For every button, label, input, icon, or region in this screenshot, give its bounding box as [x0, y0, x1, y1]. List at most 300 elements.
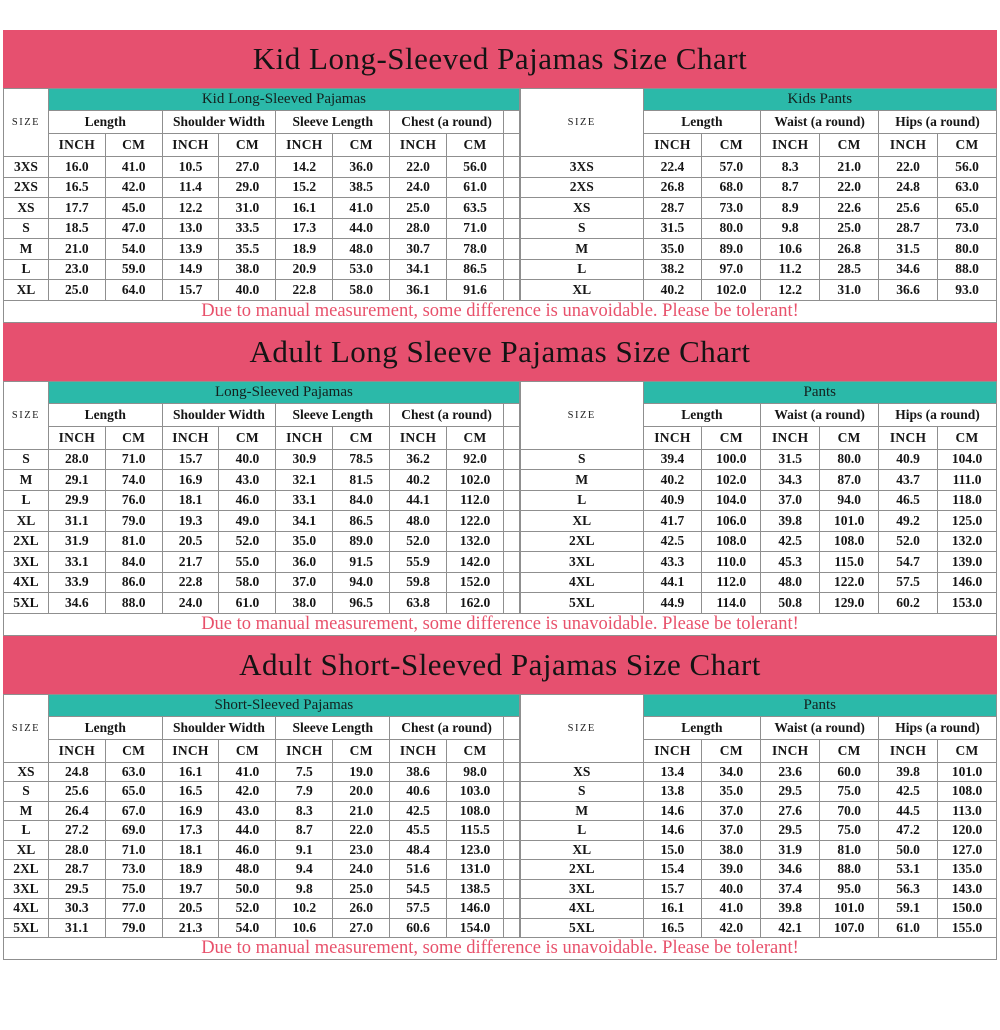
value-cell: 63.0	[938, 177, 997, 198]
value-cell: 93.0	[938, 280, 997, 301]
value-cell: 27.6	[761, 801, 820, 821]
size-cell: S	[4, 449, 49, 470]
unit-header-inch: INCH	[643, 739, 702, 762]
value-cell: 56.3	[879, 879, 938, 899]
value-cell: 73.0	[938, 218, 997, 239]
value-cell: 40.9	[643, 490, 702, 511]
value-cell: 13.9	[162, 239, 219, 260]
value-cell: 41.0	[219, 762, 276, 782]
value-cell: 146.0	[938, 572, 997, 593]
value-cell: 20.5	[162, 899, 219, 919]
table-row	[4, 470, 520, 491]
value-cell: 12.2	[162, 198, 219, 219]
value-cell: 48.0	[333, 239, 390, 260]
tables-row	[3, 694, 997, 939]
table-row	[520, 259, 996, 280]
size-cell: 4XL	[520, 572, 643, 593]
value-cell: 135.0	[938, 860, 997, 880]
value-cell: 28.7	[48, 860, 105, 880]
table-band-title: Pants	[643, 381, 997, 403]
size-column-header: SIZE	[520, 89, 643, 157]
table-row	[520, 782, 996, 802]
section-banner	[3, 323, 997, 381]
size-cell: XS	[520, 762, 643, 782]
value-cell: 39.8	[761, 899, 820, 919]
value-cell: 55.9	[390, 552, 447, 573]
value-cell: 25.0	[333, 879, 390, 899]
value-cell: 22.8	[276, 280, 333, 301]
value-cell: 46.5	[879, 490, 938, 511]
value-cell: 18.9	[162, 860, 219, 880]
value-cell: 162.0	[447, 593, 504, 614]
group-header: Shoulder Width	[162, 111, 276, 134]
value-cell: 102.0	[702, 470, 761, 491]
empty-cell	[503, 426, 519, 449]
table-row	[520, 821, 996, 841]
empty-cell	[503, 280, 519, 301]
size-cell: 4XL	[520, 899, 643, 919]
value-cell: 14.9	[162, 259, 219, 280]
value-cell: 35.5	[219, 239, 276, 260]
value-cell: 112.0	[702, 572, 761, 593]
value-cell: 98.0	[447, 762, 504, 782]
value-cell: 10.6	[761, 239, 820, 260]
section-banner	[3, 30, 997, 88]
empty-cell	[503, 821, 519, 841]
value-cell: 41.0	[105, 157, 162, 178]
empty-cell	[503, 782, 519, 802]
value-cell: 61.0	[219, 593, 276, 614]
value-cell: 127.0	[938, 840, 997, 860]
section-title: Kid Long-Sleeved Pajamas Size Chart	[252, 41, 748, 76]
value-cell: 88.0	[820, 860, 879, 880]
table-row	[4, 280, 520, 301]
value-cell: 53.0	[333, 259, 390, 280]
value-cell: 44.0	[333, 218, 390, 239]
value-cell: 22.8	[162, 572, 219, 593]
empty-cell	[503, 552, 519, 573]
value-cell: 21.0	[48, 239, 105, 260]
unit-header-inch: INCH	[390, 134, 447, 157]
value-cell: 31.5	[879, 239, 938, 260]
value-cell: 44.0	[219, 821, 276, 841]
value-cell: 108.0	[702, 531, 761, 552]
value-cell: 8.7	[276, 821, 333, 841]
value-cell: 42.5	[761, 531, 820, 552]
value-cell: 22.4	[643, 157, 702, 178]
value-cell: 110.0	[702, 552, 761, 573]
empty-cell	[503, 801, 519, 821]
value-cell: 15.0	[643, 840, 702, 860]
size-cell: L	[4, 490, 49, 511]
empty-cell	[503, 157, 519, 178]
value-cell: 36.2	[390, 449, 447, 470]
value-cell: 111.0	[938, 470, 997, 491]
size-cell: 2XS	[4, 177, 49, 198]
value-cell: 26.8	[820, 239, 879, 260]
value-cell: 40.6	[390, 782, 447, 802]
unit-header-cm: CM	[219, 426, 276, 449]
size-column-header: SIZE	[4, 89, 49, 157]
unit-header-cm: CM	[333, 134, 390, 157]
unit-header-inch: INCH	[162, 134, 219, 157]
garment-table	[3, 88, 520, 301]
value-cell: 87.0	[820, 470, 879, 491]
size-cell: S	[4, 782, 49, 802]
value-cell: 39.8	[879, 762, 938, 782]
value-cell: 37.0	[702, 801, 761, 821]
table-row	[4, 177, 520, 198]
value-cell: 16.1	[276, 198, 333, 219]
value-cell: 138.5	[447, 879, 504, 899]
unit-header-inch: INCH	[643, 426, 702, 449]
value-cell: 80.0	[702, 218, 761, 239]
empty-cell	[503, 739, 519, 762]
value-cell: 63.8	[390, 593, 447, 614]
group-header: Length	[48, 716, 162, 739]
value-cell: 40.0	[219, 280, 276, 301]
value-cell: 11.4	[162, 177, 219, 198]
empty-cell	[503, 531, 519, 552]
value-cell: 153.0	[938, 593, 997, 614]
value-cell: 86.0	[105, 572, 162, 593]
value-cell: 101.0	[938, 762, 997, 782]
value-cell: 103.0	[447, 782, 504, 802]
unit-header-inch: INCH	[879, 739, 938, 762]
value-cell: 94.0	[820, 490, 879, 511]
value-cell: 38.0	[702, 840, 761, 860]
value-cell: 24.8	[48, 762, 105, 782]
value-cell: 54.0	[219, 918, 276, 938]
value-cell: 35.0	[702, 782, 761, 802]
value-cell: 80.0	[938, 239, 997, 260]
value-cell: 16.5	[48, 177, 105, 198]
value-cell: 48.4	[390, 840, 447, 860]
value-cell: 122.0	[820, 572, 879, 593]
value-cell: 26.8	[643, 177, 702, 198]
value-cell: 43.0	[219, 470, 276, 491]
value-cell: 150.0	[938, 899, 997, 919]
value-cell: 15.7	[643, 879, 702, 899]
table-row	[4, 572, 520, 593]
value-cell: 35.0	[276, 531, 333, 552]
value-cell: 50.0	[879, 840, 938, 860]
size-cell: 3XL	[520, 552, 643, 573]
value-cell: 73.0	[702, 198, 761, 219]
unit-header-inch: INCH	[643, 134, 702, 157]
value-cell: 28.7	[879, 218, 938, 239]
value-cell: 48.0	[390, 511, 447, 532]
value-cell: 75.0	[105, 879, 162, 899]
value-cell: 31.1	[48, 511, 105, 532]
empty-cell	[503, 879, 519, 899]
value-cell: 21.3	[162, 918, 219, 938]
size-cell: 5XL	[520, 918, 643, 938]
value-cell: 102.0	[702, 280, 761, 301]
unit-header-cm: CM	[219, 134, 276, 157]
size-cell: S	[520, 218, 643, 239]
unit-header-inch: INCH	[761, 426, 820, 449]
value-cell: 14.6	[643, 801, 702, 821]
value-cell: 9.1	[276, 840, 333, 860]
value-cell: 114.0	[702, 593, 761, 614]
value-cell: 10.2	[276, 899, 333, 919]
value-cell: 53.1	[879, 860, 938, 880]
table-row	[4, 801, 520, 821]
value-cell: 34.3	[761, 470, 820, 491]
value-cell: 31.9	[48, 531, 105, 552]
size-cell: XS	[4, 198, 49, 219]
value-cell: 78.0	[447, 239, 504, 260]
size-cell: 3XL	[4, 879, 49, 899]
value-cell: 75.0	[820, 821, 879, 841]
value-cell: 37.4	[761, 879, 820, 899]
pants-table	[520, 381, 997, 614]
value-cell: 40.0	[219, 449, 276, 470]
value-cell: 32.1	[276, 470, 333, 491]
value-cell: 45.5	[390, 821, 447, 841]
value-cell: 54.5	[390, 879, 447, 899]
unit-header-inch: INCH	[390, 739, 447, 762]
value-cell: 16.9	[162, 470, 219, 491]
value-cell: 57.5	[879, 572, 938, 593]
value-cell: 33.9	[48, 572, 105, 593]
value-cell: 152.0	[447, 572, 504, 593]
value-cell: 65.0	[938, 198, 997, 219]
value-cell: 38.0	[276, 593, 333, 614]
value-cell: 81.5	[333, 470, 390, 491]
size-cell: S	[4, 218, 49, 239]
size-cell: 3XL	[4, 552, 49, 573]
size-cell: 4XL	[4, 572, 49, 593]
empty-cell	[503, 593, 519, 614]
value-cell: 28.5	[820, 259, 879, 280]
value-cell: 155.0	[938, 918, 997, 938]
table-row	[4, 490, 520, 511]
value-cell: 21.7	[162, 552, 219, 573]
size-cell: L	[520, 259, 643, 280]
table-row	[4, 259, 520, 280]
value-cell: 125.0	[938, 511, 997, 532]
size-cell: M	[520, 239, 643, 260]
empty-cell	[503, 111, 519, 134]
size-cell: XS	[4, 762, 49, 782]
value-cell: 31.0	[219, 198, 276, 219]
value-cell: 13.4	[643, 762, 702, 782]
value-cell: 31.0	[820, 280, 879, 301]
value-cell: 37.0	[702, 821, 761, 841]
unit-header-inch: INCH	[879, 426, 938, 449]
size-cell: S	[520, 449, 643, 470]
table-row	[4, 552, 520, 573]
table-band-title: Pants	[643, 694, 996, 716]
unit-header-inch: INCH	[390, 426, 447, 449]
empty-cell	[503, 470, 519, 491]
value-cell: 71.0	[447, 218, 504, 239]
value-cell: 57.5	[390, 899, 447, 919]
value-cell: 101.0	[820, 899, 879, 919]
value-cell: 34.1	[276, 511, 333, 532]
table-row	[4, 218, 520, 239]
value-cell: 56.0	[447, 157, 504, 178]
table-row	[520, 218, 996, 239]
group-header: Chest (a round)	[390, 716, 504, 739]
value-cell: 75.0	[820, 782, 879, 802]
value-cell: 120.0	[938, 821, 997, 841]
value-cell: 61.0	[447, 177, 504, 198]
value-cell: 13.8	[643, 782, 702, 802]
value-cell: 13.0	[162, 218, 219, 239]
value-cell: 45.0	[105, 198, 162, 219]
size-cell: XS	[520, 198, 643, 219]
value-cell: 54.0	[105, 239, 162, 260]
unit-header-cm: CM	[820, 739, 879, 762]
value-cell: 97.0	[702, 259, 761, 280]
empty-cell	[503, 762, 519, 782]
value-cell: 86.5	[333, 511, 390, 532]
value-cell: 36.1	[390, 280, 447, 301]
value-cell: 38.2	[643, 259, 702, 280]
value-cell: 27.2	[48, 821, 105, 841]
value-cell: 9.8	[276, 879, 333, 899]
value-cell: 65.0	[105, 782, 162, 802]
size-cell: 3XL	[520, 879, 643, 899]
value-cell: 24.0	[390, 177, 447, 198]
value-cell: 42.5	[879, 782, 938, 802]
value-cell: 39.8	[761, 511, 820, 532]
empty-cell	[503, 490, 519, 511]
value-cell: 37.0	[761, 490, 820, 511]
empty-cell	[503, 449, 519, 470]
value-cell: 84.0	[333, 490, 390, 511]
value-cell: 55.0	[219, 552, 276, 573]
value-cell: 79.0	[105, 918, 162, 938]
value-cell: 63.0	[105, 762, 162, 782]
value-cell: 49.2	[879, 511, 938, 532]
group-header: Chest (a round)	[390, 111, 504, 134]
value-cell: 88.0	[105, 593, 162, 614]
value-cell: 24.0	[333, 860, 390, 880]
value-cell: 16.5	[162, 782, 219, 802]
value-cell: 57.0	[702, 157, 761, 178]
empty-cell	[503, 840, 519, 860]
group-header: Waist (a round)	[761, 716, 879, 739]
group-header: Sleeve Length	[276, 716, 390, 739]
value-cell: 23.0	[333, 840, 390, 860]
value-cell: 39.4	[643, 449, 702, 470]
size-cell: 2XL	[4, 860, 49, 880]
unit-header-cm: CM	[447, 134, 504, 157]
value-cell: 59.1	[879, 899, 938, 919]
value-cell: 34.6	[48, 593, 105, 614]
value-cell: 132.0	[938, 531, 997, 552]
value-cell: 59.8	[390, 572, 447, 593]
value-cell: 115.0	[820, 552, 879, 573]
value-cell: 26.4	[48, 801, 105, 821]
value-cell: 42.5	[643, 531, 702, 552]
value-cell: 104.0	[702, 490, 761, 511]
value-cell: 8.3	[761, 157, 820, 178]
table-row	[4, 821, 520, 841]
value-cell: 46.0	[219, 840, 276, 860]
value-cell: 71.0	[105, 840, 162, 860]
table-row	[4, 918, 520, 938]
unit-header-cm: CM	[105, 426, 162, 449]
value-cell: 108.0	[938, 782, 997, 802]
table-row	[4, 239, 520, 260]
value-cell: 8.3	[276, 801, 333, 821]
unit-header-inch: INCH	[48, 134, 105, 157]
value-cell: 28.0	[48, 840, 105, 860]
value-cell: 28.7	[643, 198, 702, 219]
size-cell: XL	[520, 280, 643, 301]
value-cell: 18.5	[48, 218, 105, 239]
value-cell: 24.0	[162, 593, 219, 614]
tables-row	[3, 88, 997, 301]
tables-row	[3, 381, 997, 614]
section-title: Adult Short-Sleeved Pajamas Size Chart	[239, 646, 761, 682]
value-cell: 52.0	[879, 531, 938, 552]
table-row	[4, 762, 520, 782]
table-row	[4, 511, 520, 532]
unit-header-inch: INCH	[276, 134, 333, 157]
value-cell: 45.3	[761, 552, 820, 573]
value-cell: 12.2	[761, 280, 820, 301]
section-title: Adult Long Sleeve Pajamas Size Chart	[249, 333, 751, 369]
value-cell: 21.0	[820, 157, 879, 178]
value-cell: 30.9	[276, 449, 333, 470]
group-header: Waist (a round)	[761, 111, 879, 134]
table-row	[520, 511, 996, 532]
empty-cell	[503, 860, 519, 880]
table-row	[520, 470, 996, 491]
size-chart-section	[3, 323, 997, 636]
empty-cell	[503, 403, 519, 426]
value-cell: 15.4	[643, 860, 702, 880]
empty-cell	[503, 899, 519, 919]
group-header: Shoulder Width	[162, 716, 276, 739]
value-cell: 91.6	[447, 280, 504, 301]
size-cell: 2XL	[520, 531, 643, 552]
disclaimer-note: Due to manual measurement, some difference is unavoidable. Please be tolerant!	[3, 937, 997, 960]
unit-header-inch: INCH	[48, 739, 105, 762]
value-cell: 60.6	[390, 918, 447, 938]
size-cell: XL	[4, 280, 49, 301]
empty-cell	[503, 572, 519, 593]
value-cell: 18.1	[162, 490, 219, 511]
unit-header-cm: CM	[447, 426, 504, 449]
disclaimer-note: Due to manual measurement, some difference is unavoidable. Please be tolerant!	[3, 613, 997, 636]
value-cell: 81.0	[105, 531, 162, 552]
group-header: Sleeve Length	[276, 403, 390, 426]
size-chart-section	[3, 30, 997, 323]
table-row	[4, 157, 520, 178]
value-cell: 25.6	[879, 198, 938, 219]
disclaimer-note: Due to manual measurement, some difference is unavoidable. Please be tolerant!	[3, 300, 997, 323]
value-cell: 8.9	[761, 198, 820, 219]
value-cell: 34.6	[879, 259, 938, 280]
empty-cell	[503, 259, 519, 280]
size-cell: XL	[4, 511, 49, 532]
size-column-header: SIZE	[520, 694, 643, 762]
value-cell: 28.0	[390, 218, 447, 239]
size-cell: 3XS	[520, 157, 643, 178]
size-cell: L	[520, 821, 643, 841]
value-cell: 61.0	[879, 918, 938, 938]
value-cell: 80.0	[820, 449, 879, 470]
empty-cell	[503, 239, 519, 260]
table-row	[520, 593, 996, 614]
